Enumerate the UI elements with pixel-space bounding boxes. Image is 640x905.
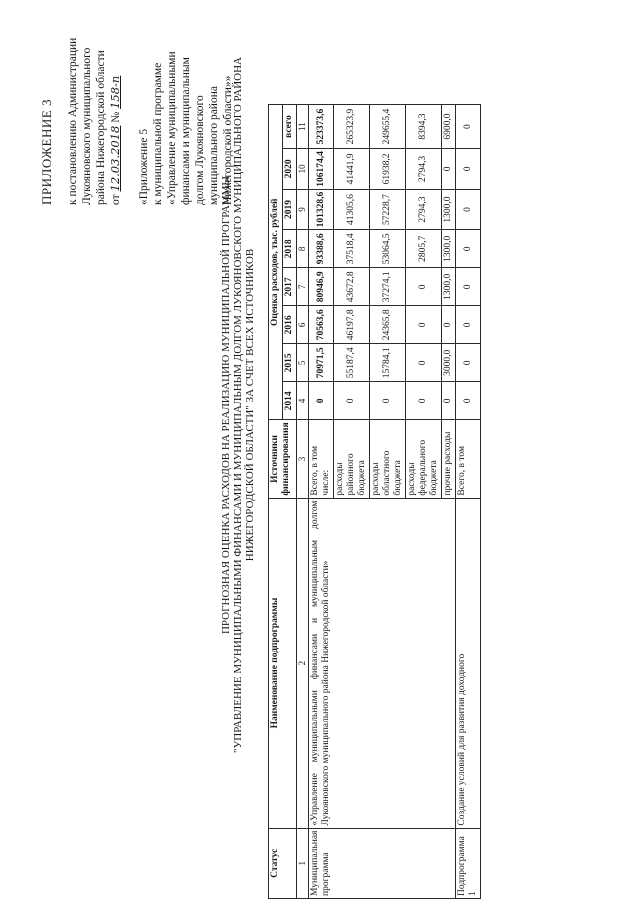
value-cell: 46197,8 — [334, 306, 370, 344]
value-cell: 0 — [456, 268, 481, 306]
header-total: всего — [283, 105, 297, 149]
value-cell: 2794,3 — [406, 189, 442, 230]
subappendix-line: финансами и муниципальным — [180, 57, 192, 205]
value-cell: 15784,1 — [370, 344, 406, 382]
header-year: 2017 — [283, 268, 297, 306]
appendix-title: ПРИЛОЖЕНИЕ 3 — [39, 99, 54, 205]
value-cell: 70971,5 — [309, 344, 334, 382]
value-cell: 2805,7 — [406, 230, 442, 268]
value-cell: 41305,6 — [334, 189, 370, 230]
heading-line-2: "УПРАВЛЕНИЕ МУНИЦИПАЛЬНЫМИ ФИНАНСАМИ И МУНИЦИПАЛЬНЫМ ДОЛГОМ ЛУКОЯНОВСКОГО МУНИЦИПАЛЬНОГО РАЙОНА — [232, 57, 244, 753]
value-cell: 0 — [456, 230, 481, 268]
value-cell: 101328,6 — [309, 189, 334, 230]
source-cell: расходы районного бюджета — [334, 420, 370, 498]
column-number: 2 — [297, 498, 309, 828]
expense-table — [268, 104, 481, 899]
column-number: 4 — [297, 382, 309, 420]
subprogram-row — [456, 105, 481, 899]
source-cell: расходы областного бюджета — [370, 420, 406, 498]
subappendix-line: к муниципальной программе — [152, 62, 164, 205]
column-number: 8 — [297, 230, 309, 268]
column-number: 11 — [297, 105, 309, 149]
value-cell: 55187,4 — [334, 344, 370, 382]
value-cell: 0 — [442, 382, 456, 420]
value-cell: 61938,2 — [370, 149, 406, 190]
subappendix-line: «Приложение 5 — [138, 128, 150, 205]
column-number: 1 — [297, 828, 309, 898]
program-name-cell: «Управление муниципальными финансами и муниципальным долгом Лукояновского муниципального района Нижегородской области» — [309, 498, 456, 828]
document-heading — [220, 25, 256, 785]
value-cell: 0 — [456, 382, 481, 420]
column-number: 5 — [297, 344, 309, 382]
status-cell: Подпрограмма 1 — [456, 828, 481, 898]
subappendix-line: долгом Лукояновского — [194, 95, 206, 205]
appendix-block — [40, 10, 235, 205]
value-cell: 93388,6 — [309, 230, 334, 268]
value-cell: 2794,3 — [406, 149, 442, 190]
handwritten-date: 12.03.2018 — [108, 125, 122, 192]
date-prefix: от — [110, 194, 122, 205]
value-cell: 0 — [406, 344, 442, 382]
subappendix-line: муниципального района — [208, 86, 220, 205]
column-number: 6 — [297, 306, 309, 344]
header-status: Статус — [269, 828, 297, 898]
header-source: Источники финансирования — [269, 420, 297, 498]
value-cell: 1300,0 — [442, 189, 456, 230]
total-cell: 249655,4 — [370, 105, 406, 149]
total-cell: 6900,0 — [442, 105, 456, 149]
value-cell: 24365,8 — [370, 306, 406, 344]
handwritten-number: 158-п — [108, 75, 122, 109]
value-cell: 0 — [456, 189, 481, 230]
subprogram-name-cell: Создание условий для развития доходного — [456, 498, 481, 828]
source-cell: Всего, в том числе: — [309, 420, 334, 498]
total-cell: 265323,9 — [334, 105, 370, 149]
column-number-row — [297, 105, 309, 899]
header-year: 2018 — [283, 230, 297, 268]
program-row — [309, 105, 334, 899]
header-year: 2014 — [283, 382, 297, 420]
column-number: 3 — [297, 420, 309, 498]
value-cell: 0 — [406, 382, 442, 420]
total-cell: 523373,6 — [309, 105, 334, 149]
value-cell: 1300,0 — [442, 230, 456, 268]
value-cell: 1300,0 — [442, 268, 456, 306]
number-label: № — [110, 111, 122, 123]
appendix-date-line — [108, 10, 123, 205]
value-cell: 0 — [442, 149, 456, 190]
total-cell: 0 — [456, 105, 481, 149]
value-cell: 0 — [406, 306, 442, 344]
subappendix-line: Нижегородской области»» — [222, 75, 234, 205]
value-cell: 3000,0 — [442, 344, 456, 382]
value-cell: 0 — [442, 306, 456, 344]
value-cell: 80946,9 — [309, 268, 334, 306]
value-cell: 0 — [309, 382, 334, 420]
value-cell: 0 — [370, 382, 406, 420]
heading-line-1: ПРОГНОЗНАЯ ОЦЕНКА РАСХОДОВ НА РЕАЛИЗАЦИЮ МУНИЦИПАЛЬНОЙ ПРОГРАММЫ — [220, 175, 232, 635]
appendix-line: Лукояновского муниципального — [81, 47, 93, 205]
header-estimate: Оценка расходов, тыс. рублей — [269, 105, 283, 420]
value-cell: 41441,9 — [334, 149, 370, 190]
value-cell: 0 — [456, 306, 481, 344]
value-cell: 70563,6 — [309, 306, 334, 344]
header-year: 2019 — [283, 189, 297, 230]
status-cell: Муниципальная программа — [309, 828, 456, 898]
value-cell: 37518,4 — [334, 230, 370, 268]
value-cell: 37274,1 — [370, 268, 406, 306]
column-number: 7 — [297, 268, 309, 306]
appendix-line: района Нижегородской области — [95, 50, 107, 205]
heading-line-3: НИЖЕГОРОДСКОЙ ОБЛАСТИ" ЗА СЧЕТ ВСЕХ ИСТОЧНИКОВ — [244, 248, 256, 562]
column-number: 9 — [297, 189, 309, 230]
value-cell: 43672,8 — [334, 268, 370, 306]
header-year: 2015 — [283, 344, 297, 382]
total-cell: 8394,3 — [406, 105, 442, 149]
header-name: Наименование подпрограммы — [269, 498, 297, 828]
source-cell: Всего, в том — [456, 420, 481, 498]
value-cell: 57228,7 — [370, 189, 406, 230]
value-cell: 0 — [406, 268, 442, 306]
source-cell: расходы федерального бюджета — [406, 420, 442, 498]
value-cell: 106174,4 — [309, 149, 334, 190]
source-cell: прочие расходы — [442, 420, 456, 498]
header-year: 2016 — [283, 306, 297, 344]
column-number: 10 — [297, 149, 309, 190]
header-year: 2020 — [283, 149, 297, 190]
subappendix-line: «Управление муниципальными — [166, 51, 178, 205]
value-cell: 0 — [456, 344, 481, 382]
value-cell: 53064,5 — [370, 230, 406, 268]
value-cell: 0 — [456, 149, 481, 190]
value-cell: 0 — [334, 382, 370, 420]
appendix-line: к постановлению Администрации — [67, 37, 79, 205]
